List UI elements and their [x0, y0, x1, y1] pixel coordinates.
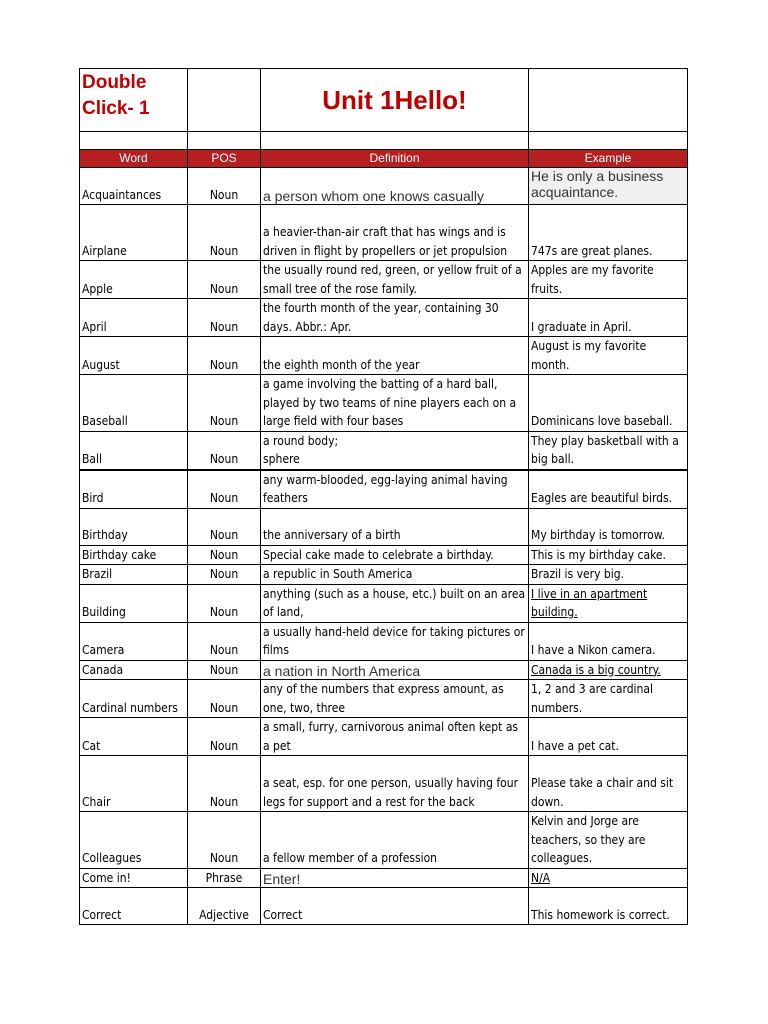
table-rows: [80, 168, 688, 925]
column-header-row: [80, 150, 688, 168]
table-row: [80, 261, 688, 299]
table-row: [80, 868, 688, 888]
word-text: Bird: [82, 491, 104, 505]
table-row: [80, 584, 688, 622]
word-text: Cardinal numbers: [82, 700, 178, 715]
example-text: I live in an apartment building.: [531, 586, 648, 619]
example-text: He is only a business acquaintance.: [531, 168, 664, 200]
example-cell: [529, 545, 688, 565]
pos-text: Noun: [209, 700, 239, 715]
definition-cell: [261, 470, 529, 509]
pos-cell: [188, 584, 261, 622]
definition-cell: [261, 508, 529, 545]
word-text: Building: [82, 605, 126, 619]
definition-text: the eighth month of the year: [263, 357, 420, 372]
example-cell: [529, 622, 688, 660]
table-row: [80, 299, 688, 337]
pos-text: Noun: [209, 738, 239, 753]
definition-text: a nation in North America: [263, 663, 421, 679]
example-cell: [529, 584, 688, 622]
table-row: [80, 375, 688, 432]
example-text: August is my favorite month.: [531, 339, 647, 372]
word-cell: [80, 337, 188, 375]
pos-text: Noun: [209, 567, 239, 581]
pos-text: Noun: [209, 414, 239, 428]
word-cell: [80, 888, 188, 925]
word-text: Colleagues: [82, 851, 142, 865]
word-text: Ball: [82, 452, 103, 466]
definition-cell: [261, 205, 529, 261]
example-text: Brazil is very big.: [531, 567, 625, 581]
table-row: [80, 470, 688, 509]
word-cell: [80, 261, 188, 299]
pos-text: Noun: [209, 243, 239, 258]
definition-text: a small, furry, carnivorous animal often kept as a pet: [263, 720, 519, 753]
pos-text: Noun: [209, 452, 239, 466]
example-cell: [529, 888, 688, 925]
word-text: Brazil: [82, 567, 113, 581]
empty-cell: [261, 132, 529, 150]
word-text: Camera: [82, 643, 125, 657]
pos-text: Noun: [209, 528, 239, 542]
pos-cell: [188, 168, 261, 205]
example-text: N/A: [531, 870, 551, 885]
word-cell: [80, 431, 188, 470]
pos-text: Noun: [209, 794, 239, 809]
doc-title-cell: [80, 69, 188, 132]
word-cell: [80, 756, 188, 812]
pos-cell: [188, 261, 261, 299]
word-cell: [80, 545, 188, 565]
example-cell: [529, 205, 688, 261]
word-text: Birthday: [82, 528, 128, 542]
definition-cell: [261, 168, 529, 205]
definition-text: a fellow member of a profession: [263, 851, 438, 865]
definition-cell: [261, 431, 529, 470]
unit-title: Unit 1Hello!: [322, 84, 467, 115]
definition-text: Enter!: [263, 871, 301, 887]
word-cell: [80, 812, 188, 869]
example-cell: [529, 470, 688, 509]
definition-text: any of the numbers that express amount, as one, two, three: [263, 682, 504, 715]
pos-text: Noun: [209, 662, 239, 677]
pos-cell: [188, 868, 261, 888]
definition-text: a game involving the batting of a hard ball, played by two teams of nine players each on a large field with four bases: [263, 377, 517, 428]
example-cell: [529, 718, 688, 756]
example-cell: [529, 680, 688, 718]
word-text: Cat: [82, 738, 101, 753]
definition-cell: [261, 375, 529, 432]
example-cell: [529, 168, 688, 205]
definition-text: anything (such as a house, etc.) built on an area of land,: [263, 586, 526, 619]
column-header-word: Word: [80, 150, 188, 168]
definition-cell: [261, 337, 529, 375]
definition-text: the fourth month of the year, containing 30 days. Abbr.: Apr.: [263, 301, 499, 334]
word-cell: [80, 470, 188, 509]
example-cell: [529, 565, 688, 585]
table-row: [80, 680, 688, 718]
definition-text: a usually hand-held device for taking pictures or films: [263, 624, 525, 657]
definition-cell: [261, 660, 529, 680]
table-row: [80, 622, 688, 660]
definition-text: a heavier-than-air craft that has wings and is driven in flight by propellers or jet propulsion: [263, 225, 508, 258]
definition-text: the usually round red, green, or yellow fruit of a small tree of the rose family.: [263, 263, 522, 296]
definition-cell: [261, 622, 529, 660]
definition-text: a republic in South America: [263, 567, 413, 581]
pos-cell: [188, 680, 261, 718]
definition-cell: [261, 888, 529, 925]
pos-cell: [188, 622, 261, 660]
doc-title-line-1: Double: [82, 72, 147, 93]
table-row: [80, 168, 688, 205]
word-text: Canada: [82, 662, 124, 677]
definition-cell: [261, 680, 529, 718]
example-text: Apples are my favorite fruits.: [531, 263, 654, 296]
example-text: 747s are great planes.: [531, 243, 653, 258]
table-row: [80, 718, 688, 756]
example-cell: [529, 812, 688, 869]
pos-text: Noun: [209, 491, 239, 505]
pos-cell: [188, 375, 261, 432]
definition-cell: [261, 812, 529, 869]
example-text: My birthday is tomorrow.: [531, 528, 665, 542]
word-cell: [80, 680, 188, 718]
definition-cell: [261, 584, 529, 622]
example-text: Please take a chair and sit down.: [531, 776, 674, 809]
example-cell: [529, 868, 688, 888]
table-row: [80, 812, 688, 869]
pos-cell: [188, 756, 261, 812]
pos-cell: [188, 337, 261, 375]
empty-cell: [188, 69, 261, 132]
definition-cell: [261, 868, 529, 888]
pos-cell: [188, 431, 261, 470]
pos-cell: [188, 470, 261, 509]
example-text: I have a pet cat.: [531, 738, 619, 753]
word-text: Baseball: [82, 414, 128, 428]
pos-cell: [188, 718, 261, 756]
word-cell: [80, 375, 188, 432]
example-text: I have a Nikon camera.: [531, 643, 656, 657]
word-text: Come in!: [82, 870, 131, 885]
word-cell: [80, 718, 188, 756]
example-text: This homework is correct.: [531, 907, 670, 922]
example-cell: [529, 337, 688, 375]
pos-text: Noun: [209, 643, 239, 657]
example-cell: [529, 660, 688, 680]
word-cell: [80, 299, 188, 337]
table-row: [80, 565, 688, 585]
example-cell: [529, 431, 688, 470]
column-header-example: Example: [529, 150, 688, 168]
table-row: [80, 431, 688, 470]
definition-cell: [261, 565, 529, 585]
example-text: Eagles are beautiful birds.: [531, 491, 673, 505]
definition-cell: [261, 545, 529, 565]
word-cell: [80, 565, 188, 585]
pos-cell: [188, 565, 261, 585]
word-cell: [80, 622, 188, 660]
pos-text: Phrase: [205, 870, 243, 885]
word-cell: [80, 508, 188, 545]
word-cell: [80, 205, 188, 261]
word-text: Chair: [82, 794, 111, 809]
word-cell: [80, 660, 188, 680]
table-row: [80, 508, 688, 545]
pos-cell: [188, 660, 261, 680]
definition-cell: [261, 756, 529, 812]
word-text: April: [82, 319, 107, 334]
table-row: [80, 337, 688, 375]
pos-cell: [188, 545, 261, 565]
example-cell: [529, 756, 688, 812]
empty-cell: [529, 132, 688, 150]
pos-text: Noun: [209, 357, 239, 372]
word-text: Acquaintances: [82, 187, 162, 202]
definition-text: Special cake made to celebrate a birthday.: [263, 547, 494, 562]
table-row: [80, 545, 688, 565]
vocabulary-table: [79, 68, 688, 925]
table-row: [80, 756, 688, 812]
table-row: [80, 205, 688, 261]
pos-text: Noun: [209, 547, 239, 562]
word-text: Apple: [82, 281, 113, 296]
example-cell: [529, 375, 688, 432]
word-text: August: [82, 357, 120, 372]
doc-title-double-click: [82, 69, 185, 122]
example-text: Dominicans love baseball.: [531, 414, 673, 428]
doc-title-line-2: Click- 1: [82, 98, 150, 119]
example-text: This is my birthday cake.: [531, 547, 666, 562]
pos-cell: [188, 508, 261, 545]
example-cell: [529, 299, 688, 337]
pos-text: Noun: [209, 319, 239, 334]
pos-cell: [188, 299, 261, 337]
example-text: Canada is a big country.: [531, 662, 661, 677]
example-text: Kelvin and Jorge are teachers, so they are colleagues.: [531, 814, 646, 865]
definition-text: a round body; sphere: [263, 433, 339, 466]
word-cell: [80, 868, 188, 888]
table-row: [80, 660, 688, 680]
empty-cell: [529, 69, 688, 132]
table-row: [80, 888, 688, 925]
pos-cell: [188, 812, 261, 869]
word-cell: [80, 584, 188, 622]
word-cell: [80, 168, 188, 205]
word-text: Correct: [82, 907, 122, 922]
pos-cell: [188, 888, 261, 925]
pos-text: Adjective: [199, 907, 249, 922]
empty-cell: [80, 132, 188, 150]
empty-cell: [188, 132, 261, 150]
word-text: Birthday cake: [82, 547, 157, 562]
definition-text: a person whom one knows casually: [263, 188, 485, 204]
example-text: 1, 2 and 3 are cardinal numbers.: [531, 682, 654, 715]
pos-text: Noun: [209, 187, 239, 202]
example-text: I graduate in April.: [531, 319, 632, 334]
example-text: They play basketball with a big ball.: [531, 433, 679, 466]
definition-text: the anniversary of a birth: [263, 528, 401, 542]
definition-text: a seat, esp. for one person, usually having four legs for support and a rest for the back: [263, 776, 519, 809]
column-header-definition: Definition: [261, 150, 529, 168]
definition-cell: [261, 718, 529, 756]
definition-text: Correct: [263, 907, 303, 922]
definition-cell: [261, 261, 529, 299]
pos-text: Noun: [209, 281, 239, 296]
word-text: Airplane: [82, 243, 127, 258]
example-cell: [529, 261, 688, 299]
unit-title-cell: [261, 69, 529, 132]
pos-text: Noun: [209, 605, 239, 619]
pos-text: Noun: [209, 851, 239, 865]
column-header-pos: POS: [188, 150, 261, 168]
pos-cell: [188, 205, 261, 261]
example-cell: [529, 508, 688, 545]
definition-text: any warm-blooded, egg-laying animal having feathers: [263, 472, 508, 505]
definition-cell: [261, 299, 529, 337]
